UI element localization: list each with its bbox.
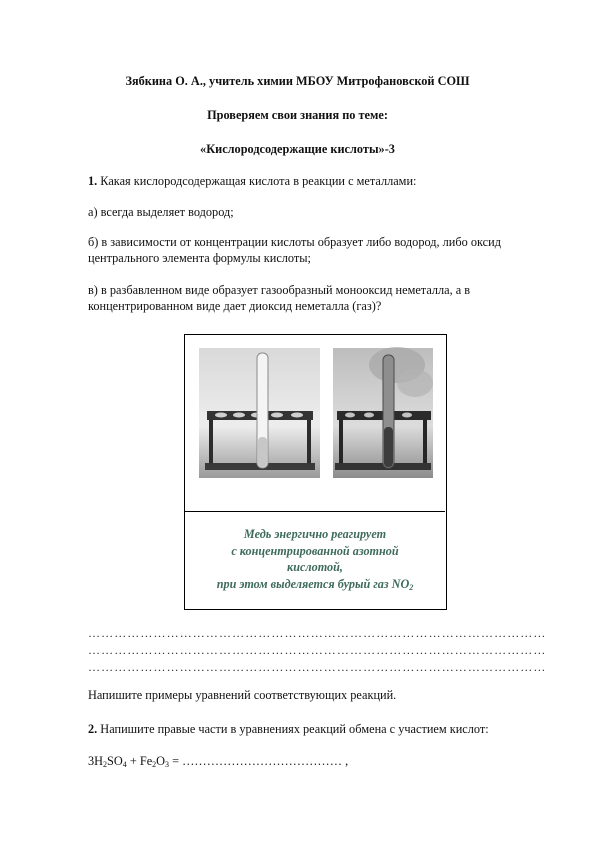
- question-1-text: Какая кислородсодержащая кислота в реакции с металлами:: [97, 174, 417, 188]
- caption-line-3: кислотой,: [287, 560, 343, 574]
- equation-line: $3H_2SO_4 + Fe_2O_3$ = ………………………………… ,: [88, 754, 349, 769]
- answer-line-1: ……………………………………………………………………………………………: [88, 626, 547, 640]
- question-1-number: 1.: [88, 174, 98, 188]
- instruction-text: Напишите примеры уравнений соответствующих реакций.: [88, 688, 397, 702]
- caption-line-1: Медь энергично реагирует: [243, 527, 387, 541]
- photo-right: [333, 347, 433, 478]
- subtitle: Проверяем свои знания по теме:: [207, 108, 388, 122]
- caption-line-2: с концентрированной азотной: [231, 543, 399, 558]
- question-2-number: 2.: [88, 722, 98, 736]
- experiment-figure: [184, 334, 447, 610]
- answer-line-2: ……………………………………………………………………………………………: [88, 643, 547, 657]
- question-1: [88, 173, 416, 189]
- option-a: а) всегда выделяет водород;: [88, 205, 234, 219]
- question-2: [88, 721, 489, 737]
- test-tube-photos: [185, 335, 445, 510]
- photo-left: [199, 348, 320, 478]
- answer-line-3: ……………………………………………………………………………………………: [88, 660, 547, 674]
- option-b-line2: центрального элемента формулы кислоты;: [88, 251, 311, 265]
- author-line: Зябкина О. А., учитель химии МБОУ Митрофановской СОШ: [125, 74, 470, 88]
- option-c-line1: в) в разбавленном виде образует газообразный монооксид неметалла, а в: [88, 283, 471, 297]
- topic-title: «Кислородсодержащие кислоты»-3: [200, 142, 395, 156]
- question-2-text: Напишите правые части в уравнениях реакций обмена с участием кислот:: [97, 722, 489, 736]
- option-b-line1: б) в зависимости от концентрации кислоты образует либо водород, либо оксид: [88, 235, 501, 249]
- figure-caption: [185, 511, 445, 608]
- caption-line-4: при этом выделяется бурый газ $NO_2$: [216, 576, 414, 592]
- option-c-line2: концентрированном виде дает диоксид неметалла (газ)?: [88, 299, 382, 313]
